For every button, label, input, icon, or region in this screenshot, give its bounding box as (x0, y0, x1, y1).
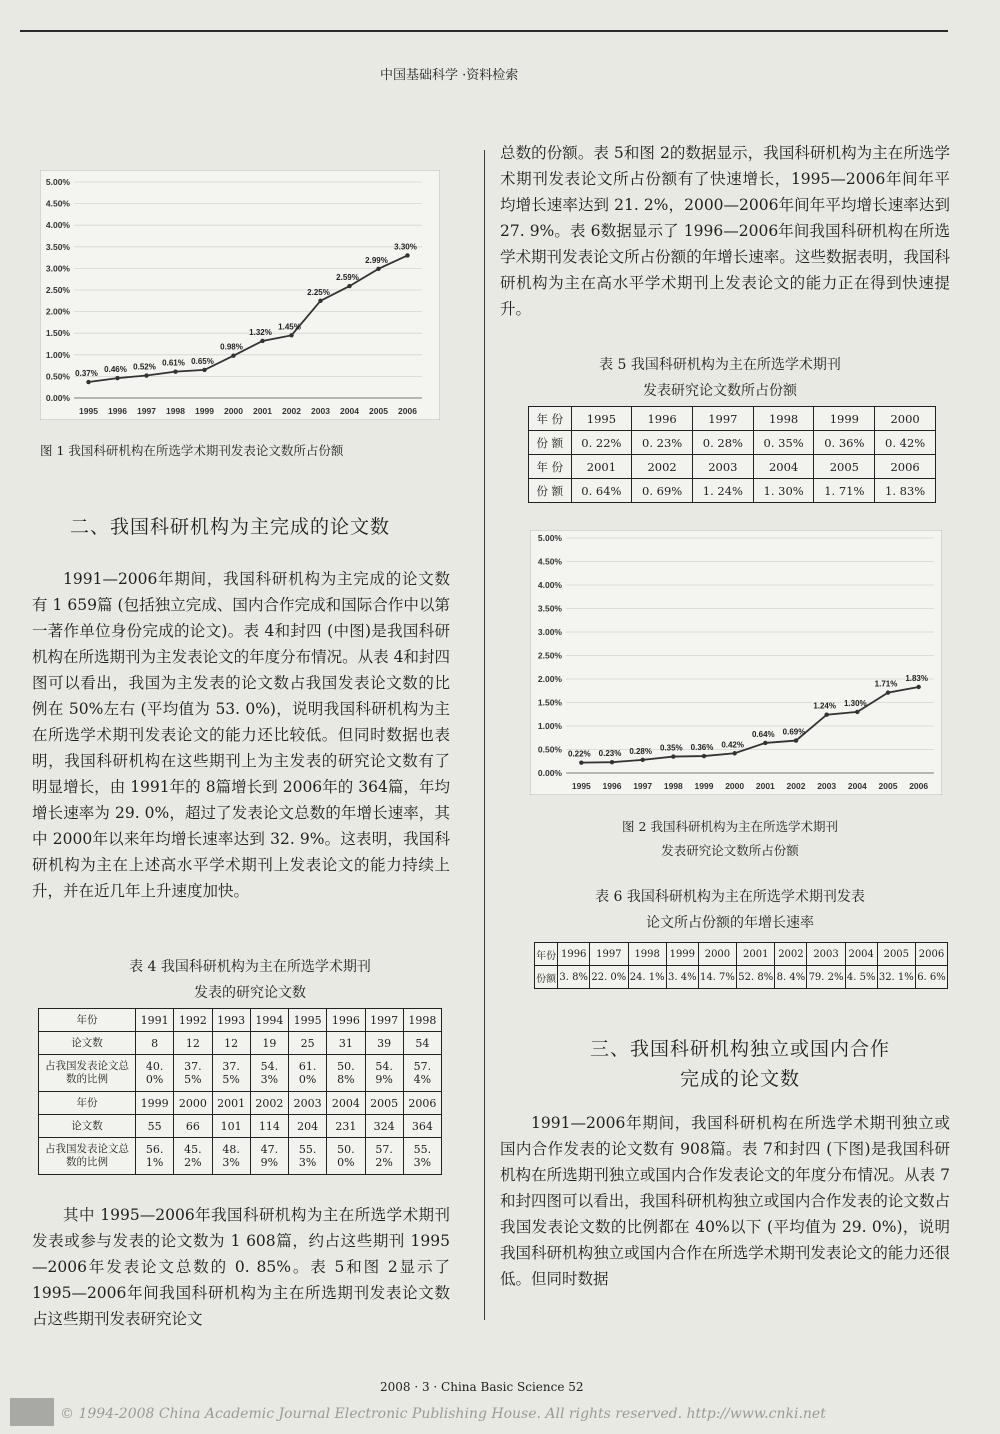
row-label: 份额 (535, 966, 558, 989)
data-point (824, 713, 828, 717)
x-tick-label: 1995 (571, 781, 591, 791)
x-tick-label: 2006 (909, 781, 929, 791)
figure-2-caption-line1: 图 2 我国科研机构为主在所选学术期刊 (622, 819, 838, 834)
data-point (671, 754, 675, 758)
table-cell: 324 (365, 1115, 403, 1138)
x-tick-label: 1998 (166, 406, 185, 416)
table-cell: 12 (212, 1032, 250, 1055)
table-cell: 0. 23% (632, 431, 693, 455)
table-cell: 1. 83% (875, 479, 936, 503)
table-cell: 2005 (877, 943, 915, 966)
data-point (732, 751, 736, 755)
table-row (39, 1055, 442, 1092)
right-intro-paragraph: 总数的份额。表 5和图 2的数据显示，我国科研机构为主在所选学术期刊发表论文所占份额有了快速增长，1995—2006年间年平均增长速率达到 21. 2%，2000—2006年间年平均增长速率达到 27. 9%。表 6数据显示了 1996—2006年间我国科研机构在所选学术期刊发表论文所占份额的年增长速率。这些数据表明，我国科研机构为主在高水平学术期刊上发表论文的能力正在得到快速提升。 (500, 144, 950, 318)
table-cell: 57. 4% (403, 1055, 441, 1092)
data-label: 0.52% (133, 362, 156, 372)
table-cell: 1998 (403, 1009, 441, 1032)
data-point (405, 253, 409, 257)
y-tick-label: 2.00% (45, 306, 70, 317)
row-label: 年 份 (529, 455, 572, 479)
table-cell: 55. 3% (403, 1138, 441, 1175)
table-cell: 0. 28% (693, 431, 754, 455)
x-tick-label: 2000 (224, 406, 243, 416)
y-tick-label: 2.50% (45, 285, 70, 295)
x-tick-label: 2003 (817, 781, 837, 791)
data-label: 0.28% (629, 746, 653, 756)
data-label: 1.83% (905, 673, 929, 683)
table-cell: 0. 22% (571, 431, 632, 455)
table-cell: 2004 (753, 455, 814, 479)
table-cell: 2003 (289, 1092, 327, 1115)
data-point (289, 333, 293, 337)
table-cell: 37. 5% (174, 1055, 212, 1092)
row-label: 论文数 (39, 1032, 136, 1055)
table-cell: 12 (174, 1032, 212, 1055)
y-tick-label: 0.50% (45, 371, 70, 382)
data-label: 0.42% (721, 740, 745, 750)
table-cell: 2001 (737, 943, 775, 966)
y-tick-label: 3.00% (537, 627, 562, 637)
table-cell: 50. 8% (327, 1055, 365, 1092)
section-2-after-table: 其中 1995—2006年我国科研机构为主在所选学术期刊发表或参与发表的论文数为 1 608篇，约占这些期刊 1995—2006年发表论文总数的 0. 85%。表 5和图 2显示了 1995—2006年间我国科研机构为主在所选期刊发表论文数占这些期刊发表研究论文 (32, 1206, 450, 1328)
table-cell: 2006 (875, 455, 936, 479)
x-tick-label: 1998 (663, 781, 683, 791)
x-tick-label: 2004 (340, 406, 359, 416)
y-tick-label: 2.00% (537, 674, 562, 684)
data-label: 3.30% (394, 242, 417, 252)
table-cell: 54. 9% (365, 1055, 403, 1092)
x-tick-label: 1995 (79, 406, 98, 416)
x-tick-label: 1999 (195, 406, 214, 416)
data-label: 1.32% (249, 327, 272, 337)
table-cell: 14. 7% (698, 966, 736, 989)
table-row (529, 455, 936, 479)
table-cell: 55 (136, 1115, 174, 1138)
y-tick-label: 5.00% (537, 533, 562, 543)
table-cell: 54 (403, 1032, 441, 1055)
table-row (529, 431, 936, 455)
table-cell: 2004 (845, 943, 877, 966)
table-cell: 37. 5% (212, 1055, 250, 1092)
table-cell: 56. 1% (136, 1138, 174, 1175)
y-tick-label: 3.50% (537, 603, 562, 614)
data-point (347, 284, 351, 288)
data-point (376, 267, 380, 271)
data-point (260, 339, 264, 343)
data-label: 1.71% (874, 679, 898, 689)
x-tick-label: 2005 (878, 781, 898, 791)
table-cell: 47. 9% (250, 1138, 288, 1175)
table-cell: 364 (403, 1115, 441, 1138)
data-point (702, 754, 706, 758)
table-cell: 0. 42% (875, 431, 936, 455)
table-cell: 1996 (558, 943, 590, 966)
data-point (916, 685, 920, 689)
table-cell: 1992 (174, 1009, 212, 1032)
table-cell: 101 (212, 1115, 250, 1138)
table-5 (528, 406, 936, 503)
column-divider (484, 150, 485, 1320)
row-label: 占我国发表论文总数的比例 (39, 1055, 136, 1092)
table-cell: 1991 (136, 1009, 174, 1032)
table-cell: 39 (365, 1032, 403, 1055)
table-cell: 2000 (174, 1092, 212, 1115)
table-cell: 231 (327, 1115, 365, 1138)
x-tick-label: 2005 (369, 406, 388, 416)
row-label: 年份 (535, 943, 558, 966)
section-2-paragraph: 1991—2006年期间，我国科研机构为主完成的论文数有 1 659篇 (包括独立完成、国内合作完成和国际合作中以第一著作单位身份完成的论文)。表 4和封四 (中图)是我国科研机构在所选期刊为主发表论文的年度分布情况。从表 4和封四图可以看出，我国为主发表的论文数占我国发表论文数的比例在 50%左右 (平均值为 53. 0%)，说明我国科研机构为主在所选学术期刊发表论文的能力还比较低。但同时数据也表明，我国科研机构在这些期刊上为主发表的研究论文数有了明显增长，由 1991年的 8篇增长到 2006年的 364篇，年均增长速率为 29. 0%，超过了发表论文总数的年增长速率，其中 2000年以来年均增长速率达到 32. 9%。这表明，我国科研机构为主在上述高水平学术期刊上发表论文的能力持续上升，并在近几年上升速度加快。 (32, 570, 450, 900)
data-point (886, 690, 890, 694)
data-label: 2.99% (365, 255, 388, 265)
data-label: 0.23% (598, 749, 622, 759)
page-footer: 2008 · 3 · China Basic Science 52 (380, 1380, 584, 1394)
table-6-caption-line2: 论文所占份额的年增长速率 (646, 915, 814, 931)
table-cell: 0. 36% (814, 431, 875, 455)
x-tick-label: 2006 (398, 406, 417, 416)
table-cell: 1998 (753, 407, 814, 431)
data-label: 0.98% (220, 342, 243, 352)
data-point (115, 376, 119, 380)
data-label: 1.45% (278, 322, 301, 332)
x-tick-label: 1996 (602, 781, 622, 791)
x-tick-label: 2004 (847, 781, 867, 791)
table-cell: 54. 3% (250, 1055, 288, 1092)
data-point (855, 710, 859, 714)
publisher-logo (10, 1398, 54, 1426)
x-tick-label: 1996 (108, 406, 127, 416)
table-cell: 1996 (632, 407, 693, 431)
data-point (640, 758, 644, 762)
data-label: 0.37% (75, 369, 98, 379)
data-point (173, 369, 177, 373)
data-label: 0.35% (659, 743, 683, 753)
row-label: 份 额 (529, 431, 572, 455)
table-cell: 1995 (289, 1009, 327, 1032)
table-cell: 8. 4% (775, 966, 807, 989)
y-tick-label: 1.00% (45, 349, 70, 360)
y-tick-label: 4.50% (537, 556, 562, 567)
table-cell: 52. 8% (737, 966, 775, 989)
table-cell: 1995 (571, 407, 632, 431)
table-cell: 1998 (628, 943, 666, 966)
chart-frame (40, 170, 440, 420)
table-row (529, 479, 936, 503)
table-row (535, 943, 948, 966)
y-tick-label: 3.50% (45, 241, 70, 252)
y-tick-label: 4.00% (537, 580, 562, 590)
data-point (231, 353, 235, 357)
data-label: 2.25% (307, 287, 330, 297)
table-row (39, 1032, 442, 1055)
table-cell: 1999 (136, 1092, 174, 1115)
table-cell: 48. 3% (212, 1138, 250, 1175)
table-cell: 0. 35% (753, 431, 814, 455)
running-header: 中国基础科学 ·资料检索 (380, 68, 519, 83)
y-tick-label: 1.50% (45, 328, 70, 339)
table-cell: 25 (289, 1032, 327, 1055)
table-cell: 2000 (698, 943, 736, 966)
table-cell: 66 (174, 1115, 212, 1138)
table-cell: 3. 8% (558, 966, 590, 989)
y-tick-label: 0.00% (45, 393, 70, 403)
data-label: 2.59% (336, 273, 359, 283)
data-point (794, 738, 798, 742)
table-cell: 0. 69% (632, 479, 693, 503)
chart-frame (530, 530, 942, 795)
table-cell: 19 (250, 1032, 288, 1055)
table-cell: 50. 0% (327, 1138, 365, 1175)
x-tick-label: 1997 (633, 781, 653, 791)
table-5-caption-line1: 表 5 我国科研机构为主在所选学术期刊 (599, 357, 841, 373)
data-label: 0.36% (690, 743, 714, 753)
table-cell: 1997 (693, 407, 754, 431)
y-tick-label: 3.00% (45, 263, 70, 274)
y-tick-label: 1.00% (537, 721, 562, 731)
table-cell: 22. 0% (590, 966, 628, 989)
data-point (144, 373, 148, 377)
x-tick-label: 2000 (725, 781, 745, 791)
row-label: 年份 (39, 1009, 136, 1032)
table-cell: 2004 (327, 1092, 365, 1115)
table-row (39, 1009, 442, 1032)
table-cell: 1996 (327, 1009, 365, 1032)
figure-1-caption: 图 1 我国科研机构在所选学术期刊发表论文数所占份额 (40, 443, 344, 458)
table-cell: 8 (136, 1032, 174, 1055)
table-cell: 2002 (250, 1092, 288, 1115)
table-row (535, 966, 948, 989)
data-point (579, 760, 583, 764)
data-label: 0.65% (191, 356, 214, 366)
table-cell: 40. 0% (136, 1055, 174, 1092)
table-cell: 55. 3% (289, 1138, 327, 1175)
table-cell: 2003 (693, 455, 754, 479)
table-4-caption-line1: 表 4 我国科研机构为主在所选学术期刊 (129, 959, 371, 975)
table-6 (534, 942, 948, 989)
data-point (610, 760, 614, 764)
x-tick-label: 2001 (755, 781, 775, 791)
section-2-heading: 二、我国科研机构为主完成的论文数 (70, 516, 391, 538)
figure-2-chart (530, 530, 942, 795)
table-cell: 2003 (807, 943, 845, 966)
data-point (202, 368, 206, 372)
y-tick-label: 1.50% (537, 697, 562, 708)
x-tick-label: 2001 (253, 406, 272, 416)
section-3-heading-line2: 完成的论文数 (679, 1068, 800, 1090)
table-6-caption-line1: 表 6 我国科研机构为主在所选学术期刊发表 (595, 889, 865, 905)
row-label: 论文数 (39, 1115, 136, 1138)
data-label: 1.24% (813, 701, 837, 711)
y-tick-label: 5.00% (45, 177, 70, 187)
table-4 (38, 1008, 442, 1175)
table-cell: 1. 30% (753, 479, 814, 503)
data-label: 0.64% (751, 729, 775, 739)
y-tick-label: 0.00% (537, 768, 562, 778)
figure-1-chart (40, 170, 440, 420)
table-cell: 3. 4% (666, 966, 698, 989)
table-row (39, 1138, 442, 1175)
table-cell: 2002 (775, 943, 807, 966)
x-tick-label: 2002 (786, 781, 806, 791)
table-cell: 57. 2% (365, 1138, 403, 1175)
copyright-notice: © 1994-2008 China Academic Journal Electronic Publishing House. All rights reserved. http://www.cnki.net (60, 1406, 826, 1422)
table-cell: 1999 (666, 943, 698, 966)
table-row (39, 1092, 442, 1115)
table-cell: 79. 2% (807, 966, 845, 989)
table-cell: 1. 24% (693, 479, 754, 503)
table-row (529, 407, 936, 431)
data-label: 0.61% (162, 358, 185, 368)
data-point (763, 741, 767, 745)
row-label: 份 额 (529, 479, 572, 503)
table-cell: 2000 (875, 407, 936, 431)
row-label: 年份 (39, 1092, 136, 1115)
data-label: 0.46% (104, 365, 127, 375)
row-label: 年 份 (529, 407, 572, 431)
table-cell: 45. 2% (174, 1138, 212, 1175)
data-label: 0.22% (567, 749, 591, 759)
y-tick-label: 0.50% (537, 744, 562, 755)
table-cell: 31 (327, 1032, 365, 1055)
table-cell: 6. 6% (915, 966, 947, 989)
table-cell: 2001 (212, 1092, 250, 1115)
table-cell: 2006 (403, 1092, 441, 1115)
table-cell: 2001 (571, 455, 632, 479)
table-cell: 2002 (632, 455, 693, 479)
table-cell: 2005 (814, 455, 875, 479)
table-cell: 1997 (365, 1009, 403, 1032)
top-rule (20, 30, 948, 32)
table-cell: 2006 (915, 943, 947, 966)
table-cell: 32. 1% (877, 966, 915, 989)
table-cell: 61. 0% (289, 1055, 327, 1092)
y-tick-label: 4.50% (45, 198, 70, 209)
figure-2-caption-line2: 发表研究论文数所占份额 (661, 843, 799, 858)
y-tick-label: 4.00% (45, 220, 70, 231)
table-cell: 0. 64% (571, 479, 632, 503)
y-tick-label: 2.50% (537, 650, 562, 661)
x-tick-label: 2003 (311, 406, 330, 416)
table-5-caption-line2: 发表研究论文数所占份额 (643, 383, 797, 399)
table-cell: 114 (250, 1115, 288, 1138)
x-tick-label: 2002 (282, 406, 301, 416)
data-label: 0.69% (782, 727, 806, 737)
table-cell: 204 (289, 1115, 327, 1138)
row-label: 占我国发表论文总数的比例 (39, 1138, 136, 1175)
table-cell: 24. 1% (628, 966, 666, 989)
table-cell: 1999 (814, 407, 875, 431)
data-label: 1.30% (843, 698, 867, 708)
table-cell: 1997 (590, 943, 628, 966)
data-point (318, 299, 322, 303)
table-cell: 1994 (250, 1009, 288, 1032)
table-cell: 4. 5% (845, 966, 877, 989)
x-tick-label: 1999 (694, 781, 714, 791)
data-point (86, 380, 90, 384)
table-cell: 2005 (365, 1092, 403, 1115)
table-4-caption-line2: 发表的研究论文数 (194, 985, 306, 1001)
table-row (39, 1115, 442, 1138)
x-tick-label: 1997 (137, 406, 156, 416)
table-cell: 1993 (212, 1009, 250, 1032)
section-3-paragraph: 1991—2006年期间，我国科研机构在所选学术期刊独立或国内合作发表的论文数有 908篇。表 7和封四 (下图)是我国科研机构在所选期刊独立或国内合作发表论文的年度分布情况。从表 7和封四图可以看出，我国科研机构独立或国内合作发表的论文数占我国发表论文数的比例都在 40%以下 (平均值为 29. 0%)，说明我国科研机构独立或国内合作在所选学术期刊发表论文的能力还很低。但同时数据 (500, 1114, 950, 1288)
table-cell: 1. 71% (814, 479, 875, 503)
section-3-heading-line1: 三、我国科研机构独立或国内合作 (589, 1038, 890, 1060)
